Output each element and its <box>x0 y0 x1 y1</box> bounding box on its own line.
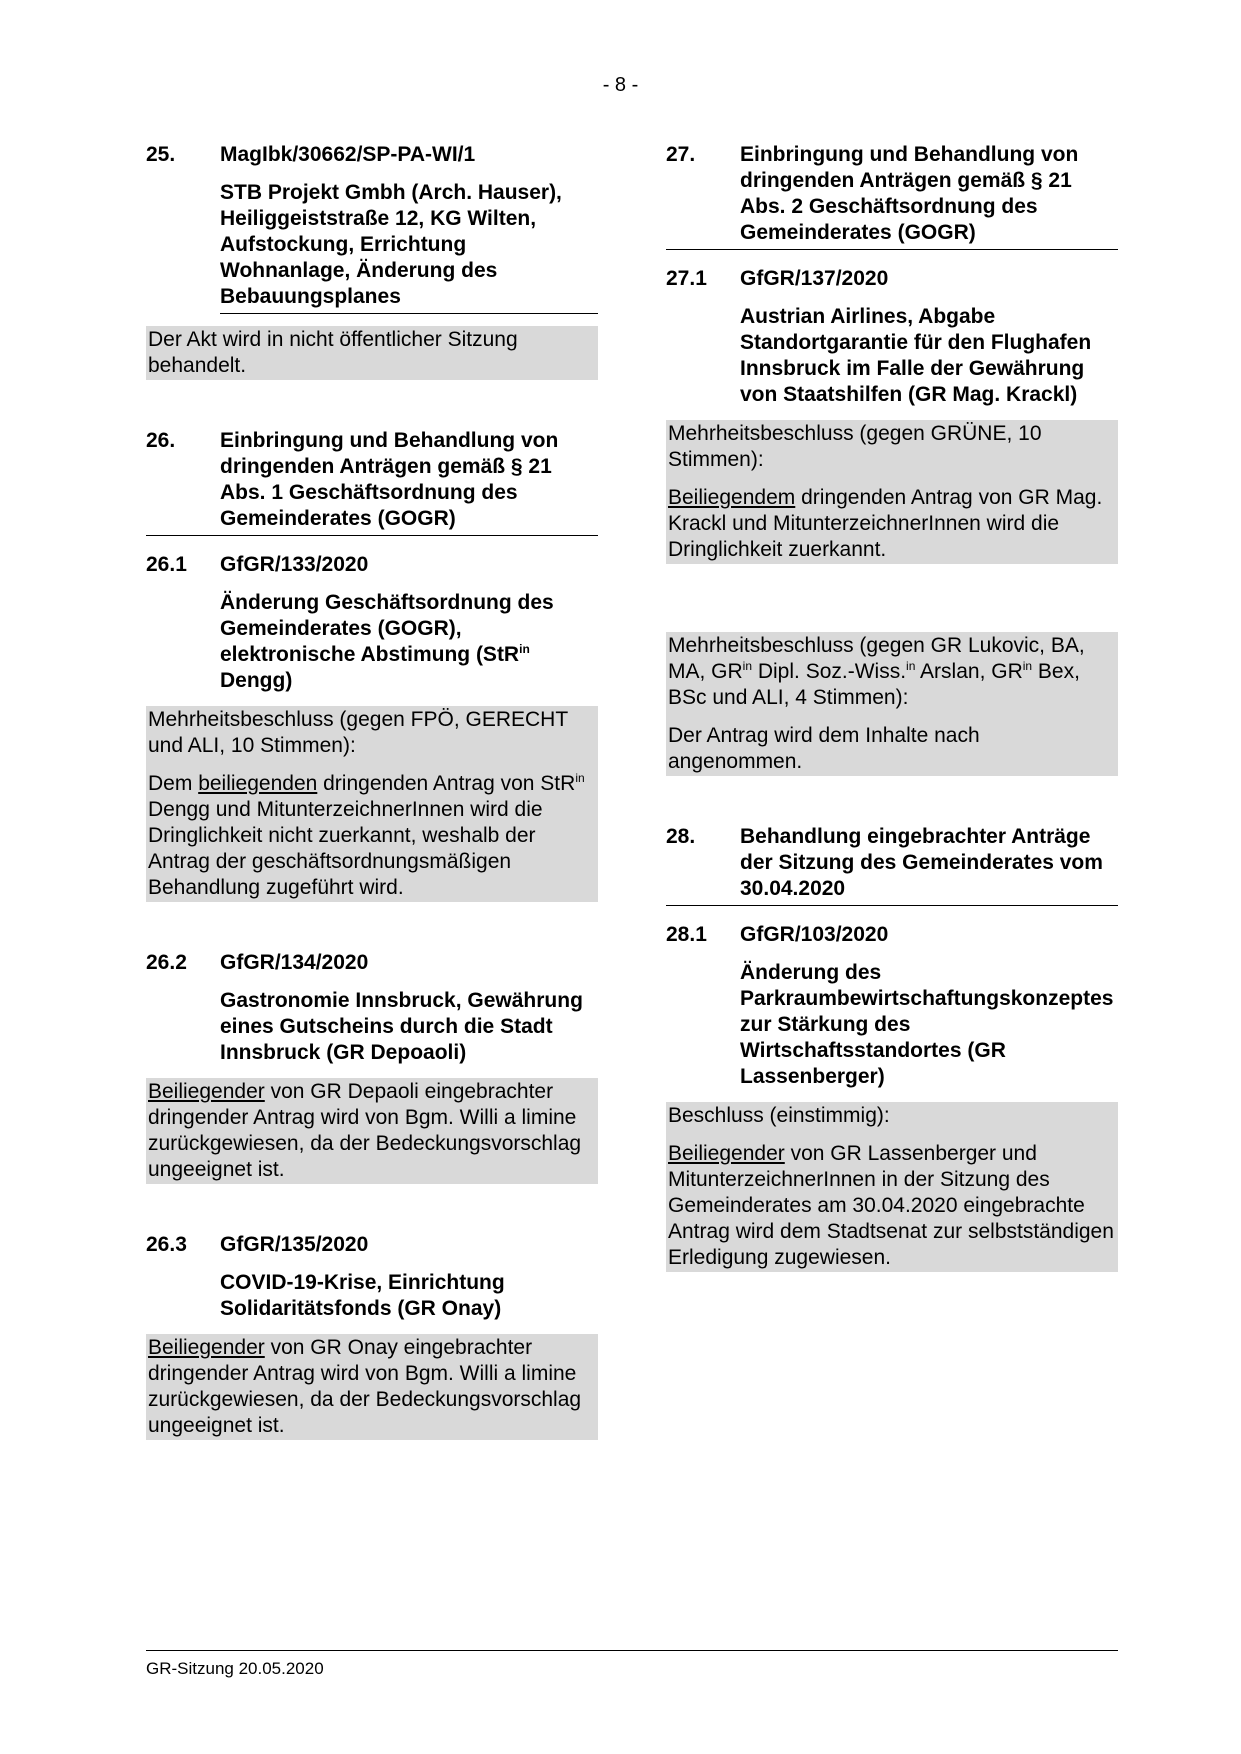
decision-box <box>146 706 598 902</box>
item-number: 26.3 <box>146 1233 187 1256</box>
decision-box <box>666 1102 1118 1272</box>
item-subject: Änderung des Parkraumbewirtschaftungskonzeptes zur Stärkung des Wirtschaftsstandortes (GR Lassenberger) <box>740 961 1114 1088</box>
agenda-item-27 <box>666 142 1118 250</box>
decision-text: Der Akt wird in nicht öffentlicher Sitzung behandelt. <box>148 328 518 377</box>
decision-text: Beiliegendem dringenden Antrag von GR Mag. Krackl und MitunterzeichnerInnen wird die Dringlichkeit zuerkannt. <box>668 486 1103 561</box>
item-title: Einbringung und Behandlung von dringenden Anträgen gemäß § 21 Abs. 2 Geschäftsordnung des Gemeinderates (GOGR) <box>740 143 1079 244</box>
vote-result: Mehrheitsbeschluss (gegen GRÜNE, 10 Stimmen): <box>668 422 1042 471</box>
item-title: Einbringung und Behandlung von dringenden Anträgen gemäß § 21 Abs. 1 Geschäftsordnung des Gemeinderates (GOGR) <box>220 429 559 530</box>
item-code: MagIbk/30662/SP-PA-WI/1 <box>220 143 476 166</box>
item-number: 25. <box>146 143 176 166</box>
attachment-link: Beiliegender <box>148 1336 265 1359</box>
attachment-link: beiliegenden <box>198 772 318 795</box>
item-code: GfGR/137/2020 <box>740 267 889 290</box>
item-code: GfGR/133/2020 <box>220 553 369 576</box>
page-footer: GR-Sitzung 20.05.2020 <box>146 1650 1118 1679</box>
item-number: 28. <box>666 825 696 848</box>
item-number: 26.1 <box>146 553 187 576</box>
decision-text: Der Antrag wird dem Inhalte nach angenommen. <box>668 724 980 773</box>
item-subject: Änderung Geschäftsordnung des Gemeinderates (GOGR), elektronische Abstimung (StR$^{in}$ Dengg) <box>220 591 554 692</box>
item-code: GfGR/103/2020 <box>740 923 889 946</box>
item-number: 26. <box>146 429 176 452</box>
item-subject: Gastronomie Innsbruck, Gewährung eines Gutscheins durch die Stadt Innsbruck (GR Depoaoli) <box>220 989 583 1064</box>
vote-result: Mehrheitsbeschluss (gegen FPÖ, GERECHT und ALI, 10 Stimmen): <box>148 708 568 757</box>
agenda-item-26-3 <box>146 1232 598 1440</box>
item-subject: STB Projekt Gmbh (Arch. Hauser), Heiliggeiststraße 12, KG Wilten, Aufstockung, Errichtung Wohnanlage, Änderung des Bebauungsplanes <box>220 180 598 314</box>
agenda-item-25 <box>146 142 598 380</box>
agenda-item-26 <box>146 428 598 536</box>
vote-result: Mehrheitsbeschluss (gegen GR Lukovic, BA, MA, $GR^{in}$ Dipl. Soz.-Wiss.$^{in}$ Arslan, $GR^{in}$ Bex, BSc und ALI, 4 Stimmen): <box>668 634 1085 709</box>
item-subject: COVID-19-Krise, Einrichtung Solidaritätsfonds (GR Onay) <box>220 1271 505 1320</box>
item-number: 28.1 <box>666 923 707 946</box>
item-number: 27. <box>666 143 696 166</box>
decision-text: Beiliegender von GR Lassenberger und MitunterzeichnerInnen in der Sitzung des Gemeinderates am 30.04.2020 eingebrachte Antrag wird dem Stadtsenat zur selbstständigen Erledigung zugewiesen. <box>668 1142 1114 1269</box>
right-column <box>666 142 1118 1272</box>
decision-box <box>146 326 598 380</box>
attachment-link: Beiliegendem <box>668 486 796 509</box>
item-number: 27.1 <box>666 267 707 290</box>
page-number: - 8 - <box>602 74 639 96</box>
agenda-item-26-1 <box>146 552 598 902</box>
decision-box <box>146 1078 598 1184</box>
decision-box <box>146 1334 598 1440</box>
item-subject: Austrian Airlines, Abgabe Standortgarantie für den Flughafen Innsbruck im Falle der Gewährung von Staatshilfen (GR Mag. Krackl) <box>740 305 1092 406</box>
decision-text: Beiliegender von GR Onay eingebrachter dringender Antrag wird von Bgm. Willi a limine zurückgewiesen, da der Bedeckungsvorschlag ungeeignet ist. <box>148 1336 582 1437</box>
item-title: Behandlung eingebrachter Anträge der Sitzung des Gemeinderates vom 30.04.2020 <box>740 825 1103 900</box>
agenda-item-27-1 <box>666 266 1118 776</box>
agenda-item-28-1 <box>666 922 1118 1272</box>
left-column <box>146 142 598 1440</box>
attachment-link: Beiliegender <box>668 1142 785 1165</box>
item-code: GfGR/135/2020 <box>220 1233 369 1256</box>
item-number: 26.2 <box>146 951 187 974</box>
decision-box <box>666 420 1118 564</box>
agenda-item-26-2 <box>146 950 598 1184</box>
decision-text: Dem beiliegenden dringenden Antrag von StR$^{in}$ Dengg und MitunterzeichnerInnen wird die Dringlichkeit nicht zuerkannt, weshalb der Antrag der geschäftsordnungsmäßigen Behandlung zugeführt wird. <box>148 771 585 899</box>
agenda-item-28 <box>666 824 1118 906</box>
item-code: GfGR/134/2020 <box>220 951 369 974</box>
decision-box-2 <box>666 632 1118 776</box>
attachment-link: Beiliegender <box>148 1080 265 1103</box>
decision-text: Beiliegender von GR Depaoli eingebrachter dringender Antrag wird von Bgm. Willi a limine zurückgewiesen, da der Bedeckungsvorschlag ungeeignet ist. <box>148 1080 582 1181</box>
vote-result: Beschluss (einstimmig): <box>668 1104 890 1127</box>
